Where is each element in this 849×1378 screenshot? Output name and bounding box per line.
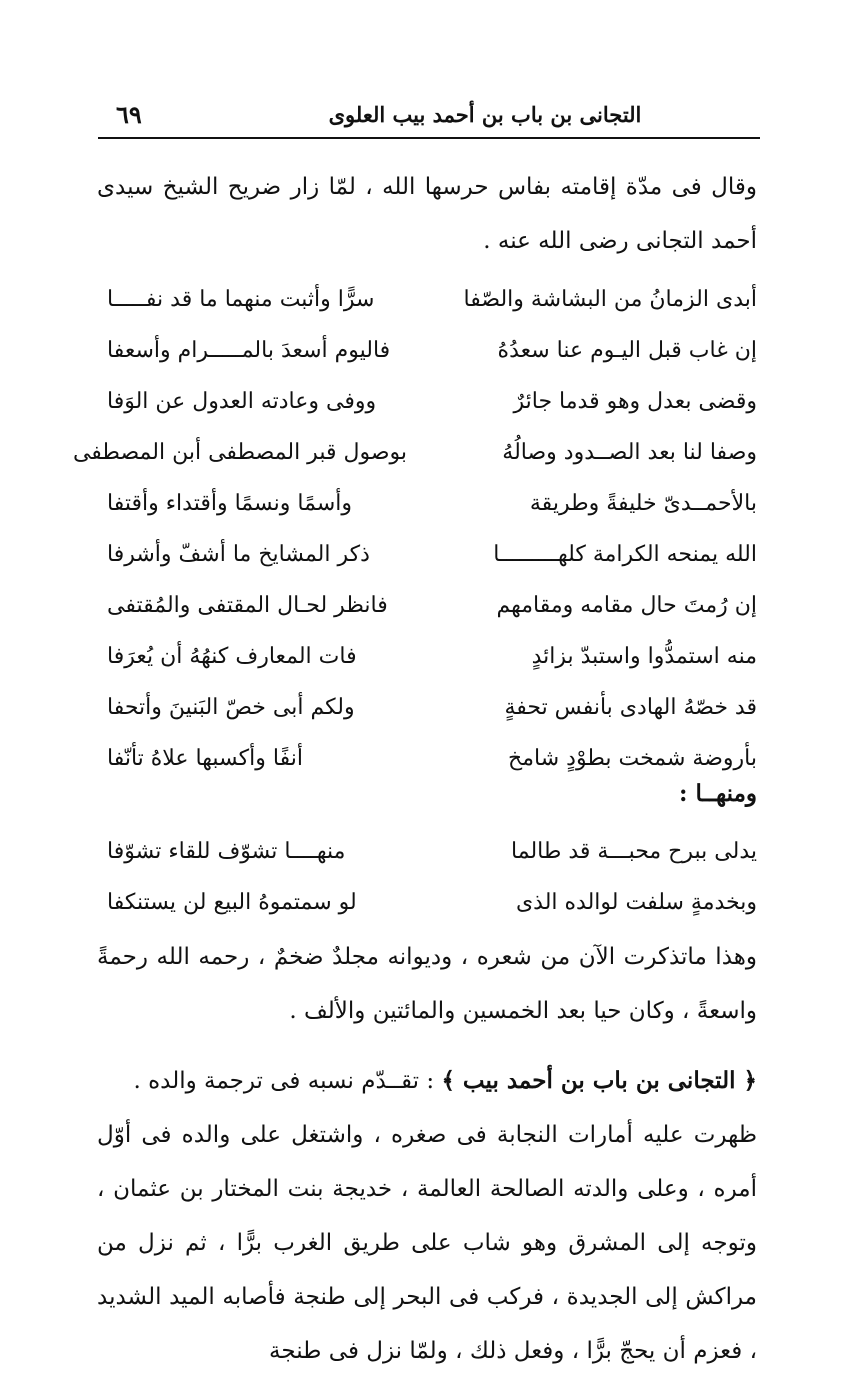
- first-hemistich: قد خصّهُ الهادى بأنفس تحفةٍ: [504, 695, 757, 720]
- second-hemistich: بوصول قبر المصطفى أبن المصطفى: [72, 440, 407, 465]
- second-hemistich: سرًّا وأثبت منهما ما قد نفـــــا: [107, 287, 375, 312]
- verse-line: [107, 325, 757, 376]
- first-hemistich: وقضى بعدل وهو قدما جائرٌ: [513, 389, 757, 414]
- intro-paragraph: وقال فى مدّة إقامته بفاس حرسها الله ، لمّا زار ضريح الشيخ سيدى أحمد التجانى رضى الله عنه .: [97, 174, 757, 254]
- first-hemistich: بأروضة شمخت بطوْدٍ شامخ: [508, 746, 757, 771]
- first-hemistich: يدلى ببرح محبـــة قد طالما: [511, 839, 757, 864]
- second-hemistich: فانظر لحـال المقتفى والمُقتفى: [107, 593, 388, 618]
- verse-line: [107, 682, 757, 733]
- verse-line: [107, 478, 757, 529]
- first-hemistich: وصفا لنا بعد الصــدود وصالُهُ: [502, 440, 757, 465]
- biography-lead: : تقــدّم نسبه فى ترجمة والده .: [133, 1068, 442, 1094]
- verse-line: [107, 877, 757, 928]
- second-hemistich: فات المعارف كنهُهُ أن يُعرَفا: [107, 644, 357, 669]
- verse-line: [107, 826, 757, 877]
- first-hemistich: إن رُمتَ حال مقامه ومقامهم: [496, 593, 757, 618]
- first-hemistich: أبدى الزمانُ من البشاشة والصّفا: [463, 287, 757, 312]
- running-title: التجانى بن باب بن أحمد بيب العلوى: [328, 102, 642, 127]
- biography-text: ظهرت عليه أمارات النجابة فى صغره ، واشتغل على والده فى أوّل أمره ، وعلى والدته الصالحة العالمة ، خديجة بنت المختار بن عثمان ، وتوجه إلى المشرق وهو شاب على طريق الغرب برًّا ، ثم نزل من مراكش إلى الجديدة ، فركب فى البحر إلى طنجة فأصابه الميد الشديد ، فعزم أن يحجّ برًّا ، وفعل ذلك ، ولمّا نزل فى طنجة: [97, 1122, 757, 1364]
- first-hemistich: منه استمدُّوا واستبدّ بزائدٍ: [531, 644, 757, 669]
- page-number: ٦٩: [116, 100, 142, 129]
- verse-line: [107, 733, 757, 784]
- verse-line: [107, 580, 757, 631]
- second-hemistich: ذكر المشايخ ما أشفّ وأشرفا: [107, 542, 370, 567]
- second-hemistich: لو سمتموهُ البيع لن يستنكفا: [107, 890, 357, 915]
- first-hemistich: وبخدمةٍ سلفت لوالده الذى: [515, 890, 757, 915]
- biography-heading: ﴿ التجانى بن باب بن أحمد بيب ﴾: [441, 1067, 757, 1094]
- closing-paragraph: وهذا ماتذكرت الآن من شعره ، وديوانه مجلدٌ ضخمٌ ، رحمه الله رحمةً واسعةً ، وكان حيا بعد الخمسين والمائتين والألف .: [97, 944, 757, 1024]
- verse-line: [107, 529, 757, 580]
- verse-line: [107, 631, 757, 682]
- poem-excerpt: [107, 826, 757, 928]
- section-label-minha: ومنهــا :: [679, 780, 757, 807]
- first-hemistich: إن غاب قبل اليـوم عنا سعدُهُ: [497, 338, 757, 363]
- page-header: [100, 96, 760, 136]
- verse-line: [107, 274, 757, 325]
- verse-line: [107, 376, 757, 427]
- second-hemistich: ووفى وعادته العدول عن الوَفا: [107, 389, 377, 414]
- first-hemistich: بالأحمــدىّ خليفةً وطريقة: [529, 491, 757, 516]
- verse-line: [72, 427, 757, 478]
- second-hemistich: ولكم أبى خصّ البَنينَ وأتحفا: [107, 695, 355, 720]
- second-hemistich: فاليوم أسعدَ بالمـــــرام وأسعفا: [107, 338, 391, 363]
- second-hemistich: أنفًا وأكسبها علاهُ تأنّفا: [107, 746, 303, 771]
- first-hemistich: الله يمنحه الكرامة كلهـــــــــا: [493, 542, 757, 567]
- second-hemistich: وأسمًا ونسمًا وأقتداء وأقتفا: [107, 491, 352, 516]
- second-hemistich: منهــــا تشوّف للقاء تشوّفا: [107, 839, 346, 864]
- poem-main: [72, 274, 757, 784]
- biography-paragraph: [97, 1054, 757, 1378]
- header-divider: [98, 137, 760, 139]
